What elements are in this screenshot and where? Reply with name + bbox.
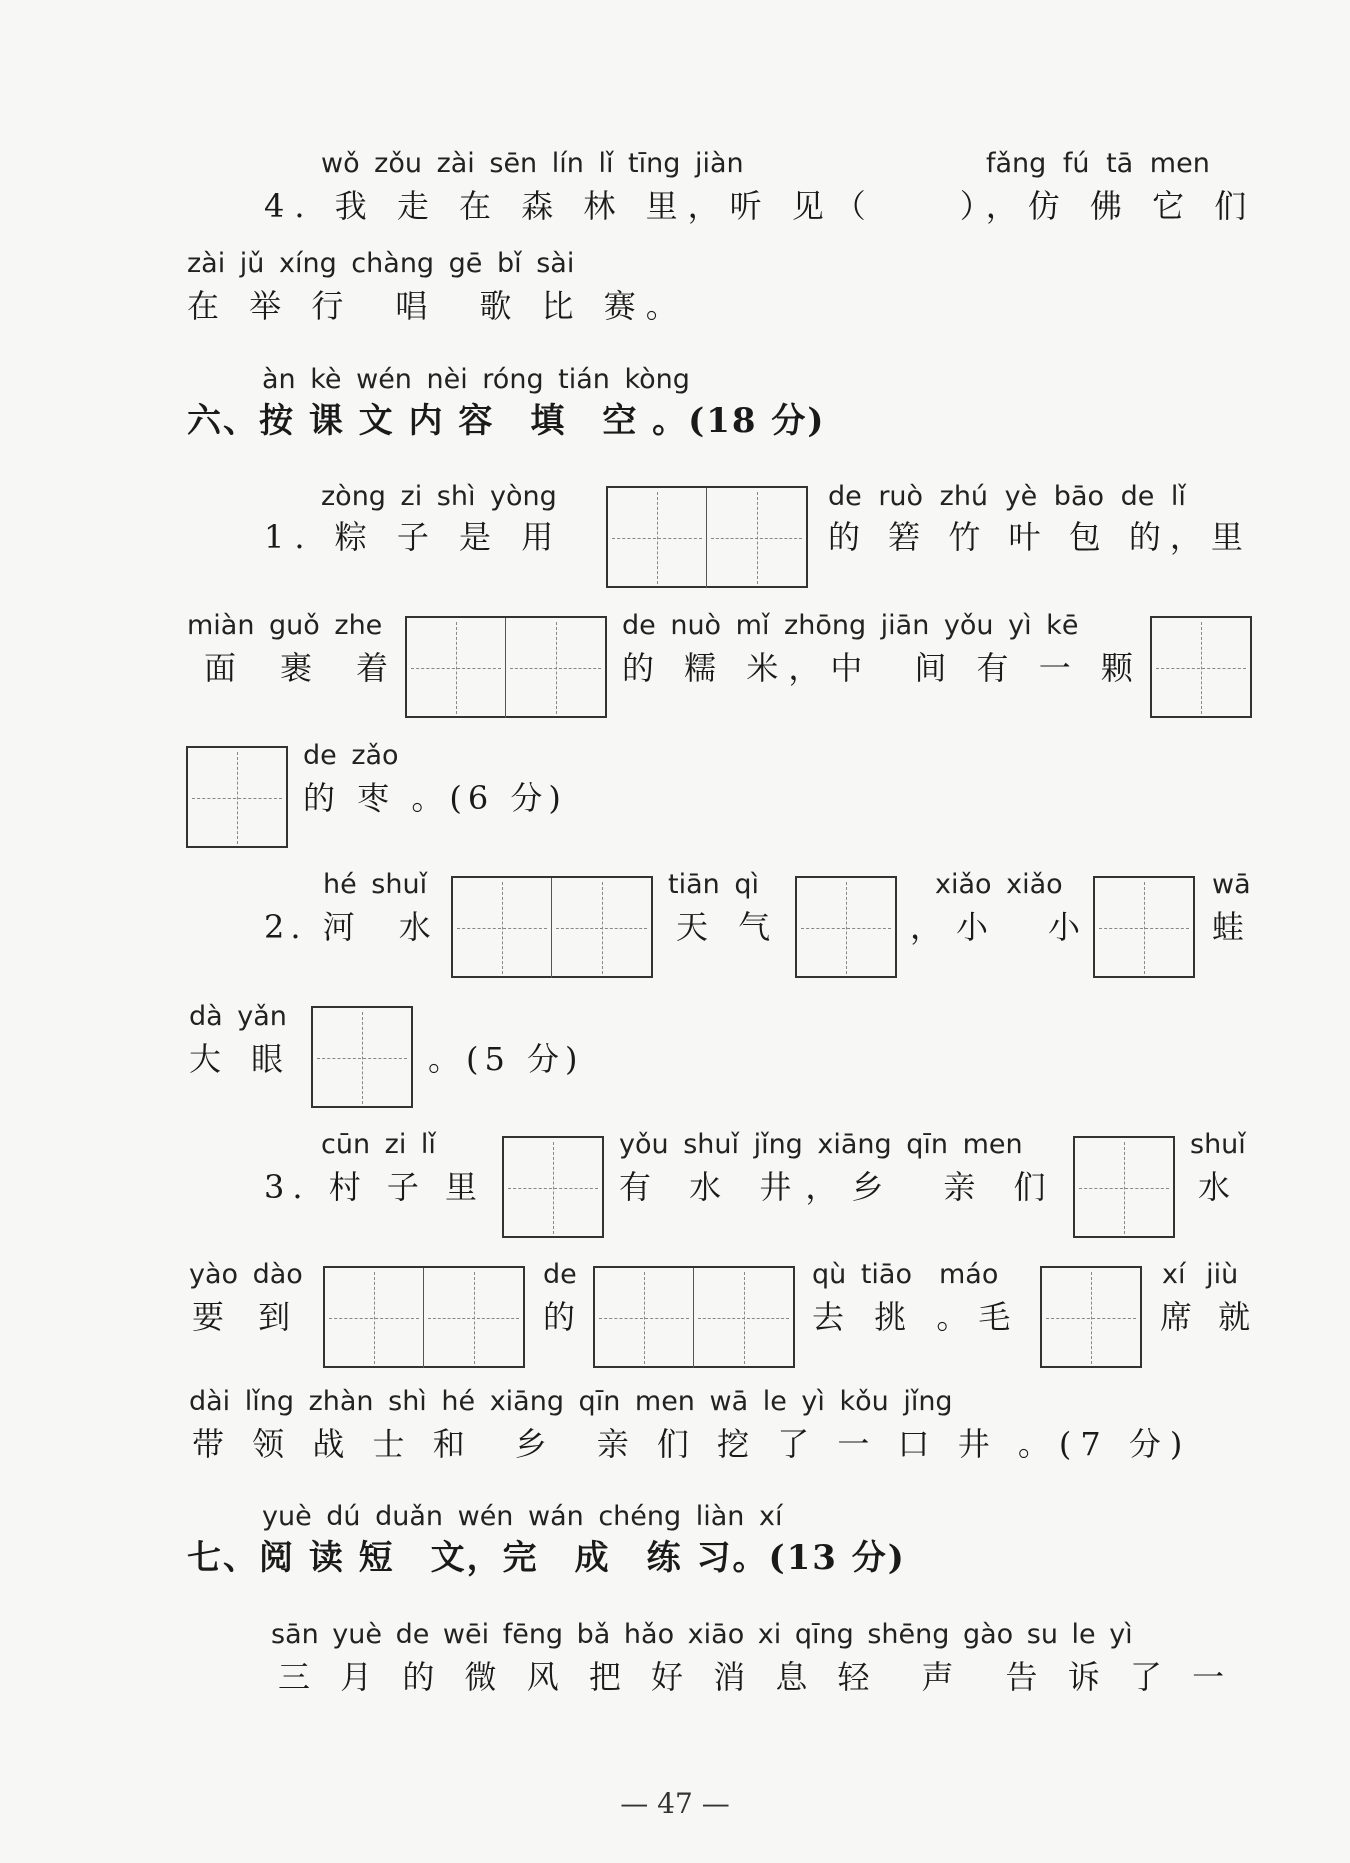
s6q3-pinyin-a: cūn zi lǐ — [321, 1129, 436, 1160]
s6q3-answer-grid-2[interactable] — [1073, 1136, 1175, 1238]
grid-cell[interactable] — [506, 618, 605, 718]
s6q2-answer-grid-1[interactable] — [451, 876, 653, 978]
grid-cell[interactable] — [694, 1268, 793, 1368]
s6q3-pinyin-2c: qù tiāo máo — [812, 1259, 999, 1290]
s6q1-text-a: 1. 粽 子 是 用 — [264, 518, 564, 556]
s6q3-text-2b: 的 — [543, 1298, 578, 1336]
grid-cell[interactable] — [453, 878, 552, 978]
s6q1-text-2b: 的 糯 米，中 间 有 一 颗 — [622, 649, 1143, 687]
s6q2-pinyin-2: dà yǎn — [189, 1001, 287, 1032]
sec7-title: 七、阅 读 短 文，完 成 练 习。(13 分) — [187, 1538, 906, 1578]
grid-cell[interactable] — [313, 1008, 411, 1108]
grid-cell[interactable] — [1095, 878, 1193, 978]
s6q3-text-2c: 去 挑 。毛 — [812, 1298, 1021, 1336]
s6q1-pinyin-2b: de nuò mǐ zhōng jiān yǒu yì kē — [622, 610, 1079, 641]
s6q2-text-2a: 大 眼 — [189, 1040, 294, 1078]
s6q3-text-2d: 席 就 — [1160, 1298, 1259, 1336]
s6q2-answer-grid-3[interactable] — [1093, 876, 1195, 978]
s6q1-text-3: 的 枣 。(6 分) — [303, 779, 567, 817]
s6q3-answer-grid-5[interactable] — [1040, 1266, 1142, 1368]
s6q2-pinyin-d: wā — [1212, 869, 1251, 900]
s6q1-pinyin-a: zòng zi shì yòng — [321, 481, 557, 512]
s6q2-text-b: 天 气 — [676, 908, 781, 946]
s6q2-pinyin-b: tiān qì — [668, 869, 759, 900]
s6q3-text-3: 带 领 战 士 和 乡 亲 们 挖 了 一 口 井 。(7 分) — [192, 1425, 1192, 1463]
grid-cell[interactable] — [608, 488, 707, 588]
q4-pinyin-b: fǎng fú tā men — [986, 148, 1210, 179]
grid-cell[interactable] — [504, 1138, 602, 1238]
s6q2-answer-grid-4[interactable] — [311, 1006, 413, 1108]
s6q1-text-2a: 面 裹 着 — [204, 649, 395, 687]
s6q3-pinyin-2a: yào dào — [189, 1259, 303, 1290]
grid-cell[interactable] — [1042, 1268, 1140, 1368]
s6q2-text-a: 2. 河 水 — [264, 908, 437, 946]
s6q3-pinyin-2d: xí jiù — [1162, 1259, 1239, 1290]
s6q1-answer-grid-2[interactable] — [405, 616, 607, 718]
s6q1-text-b: 的 箬 竹 叶 包 的，里 — [828, 518, 1252, 556]
sec6-title: 六、按 课 文 内 容 填 空 。(18 分) — [187, 401, 826, 441]
page-number: — 47 — — [620, 1787, 730, 1820]
s6q1-pinyin-b: de ruò zhú yè bāo de lǐ — [828, 481, 1186, 512]
reading-pinyin: sān yuè de wēi fēng bǎ hǎo xiāo xi qīng shēng gào su le yì — [271, 1619, 1133, 1650]
q4-pinyin-a: wǒ zǒu zài sēn lín lǐ tīng jiàn — [321, 148, 744, 179]
sec7-pinyin: yuè dú duǎn wén wán chéng liàn xí — [262, 1501, 783, 1532]
s6q3-pinyin-b: yǒu shuǐ jǐng xiāng qīn men — [619, 1129, 1023, 1160]
s6q1-pinyin-3: de zǎo — [303, 740, 399, 771]
s6q3-pinyin-3: dài lǐng zhàn shì hé xiāng qīn men wā le yì kǒu jǐng — [189, 1386, 953, 1417]
grid-cell[interactable] — [325, 1268, 424, 1368]
q4-line2: 在 举 行 唱 歌 比 赛。 — [187, 287, 688, 325]
q4-line1: 4. 我 走 在 森 林 里，听 见（ ），仿 佛 它 们 — [264, 187, 1257, 225]
s6q2-text-c: ，小 小 — [910, 908, 1095, 946]
grid-cell[interactable] — [424, 1268, 523, 1368]
s6q1-pinyin-2a: miàn guǒ zhe — [187, 610, 383, 641]
grid-cell[interactable] — [552, 878, 651, 978]
s6q3-answer-grid-1[interactable] — [502, 1136, 604, 1238]
s6q3-text-a: 3. 村 子 里 — [264, 1168, 486, 1206]
s6q2-pinyin-a: hé shuǐ — [323, 869, 428, 900]
s6q3-text-b: 有 水 井，乡 亲 们 — [619, 1168, 1060, 1206]
s6q3-pinyin-c: shuǐ — [1190, 1129, 1246, 1160]
s6q3-text-c: 水 — [1198, 1168, 1233, 1206]
s6q3-text-2a: 要 到 — [192, 1298, 303, 1336]
grid-cell[interactable] — [188, 748, 286, 848]
grid-cell[interactable] — [1152, 618, 1250, 718]
s6q1-answer-grid-1[interactable] — [606, 486, 808, 588]
s6q1-answer-grid-3[interactable] — [1150, 616, 1252, 718]
s6q3-pinyin-2b: de — [543, 1259, 577, 1290]
grid-cell[interactable] — [407, 618, 506, 718]
grid-cell[interactable] — [1075, 1138, 1173, 1238]
q4-pinyin-2: zài jǔ xíng chàng gē bǐ sài — [187, 248, 575, 279]
s6q2-text-2b: 。(5 分) — [428, 1040, 584, 1078]
s6q2-answer-grid-2[interactable] — [795, 876, 897, 978]
sec6-pinyin: àn kè wén nèi róng tián kòng — [262, 364, 690, 395]
s6q2-text-d: 蛙 — [1212, 908, 1247, 946]
grid-cell[interactable] — [797, 878, 895, 978]
s6q1-answer-grid-4[interactable] — [186, 746, 288, 848]
grid-cell[interactable] — [595, 1268, 694, 1368]
grid-cell[interactable] — [707, 488, 806, 588]
s6q3-answer-grid-4[interactable] — [593, 1266, 795, 1368]
reading-text: 三 月 的 微 风 把 好 消 息 轻 声 告 诉 了 一 — [278, 1658, 1235, 1696]
s6q3-answer-grid-3[interactable] — [323, 1266, 525, 1368]
s6q2-pinyin-c: xiǎo xiǎo — [935, 869, 1063, 900]
